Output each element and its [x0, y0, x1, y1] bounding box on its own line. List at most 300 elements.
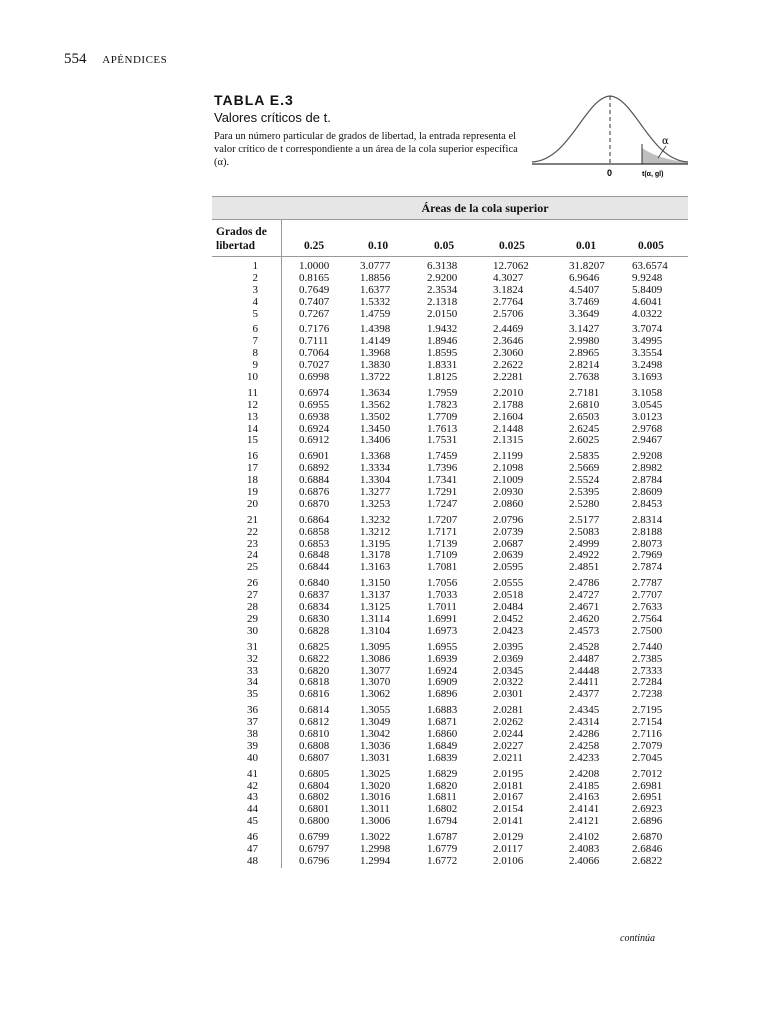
- value-cell: 2.0555: [493, 577, 524, 590]
- value-cell: 1.3137: [360, 589, 391, 602]
- value-cell: 1.7081: [427, 561, 458, 574]
- value-cell: 2.0484: [493, 601, 524, 614]
- df-cell: 6: [252, 323, 258, 336]
- value-cell: 0.7027: [299, 359, 330, 372]
- table-row: [212, 753, 688, 765]
- table-subtitle: Valores críticos de t.: [214, 110, 331, 125]
- row-group: [212, 574, 688, 637]
- df-cell: 44: [247, 803, 258, 816]
- col-header: 0.05: [434, 240, 455, 252]
- value-cell: 1.7207: [427, 513, 458, 526]
- value-cell: 1.6787: [427, 831, 458, 844]
- table-row: [212, 388, 688, 400]
- df-cell: 16: [247, 450, 258, 463]
- col-header: 0.25: [304, 240, 325, 252]
- value-cell: 1.8125: [427, 371, 458, 384]
- value-cell: 2.8982: [632, 462, 663, 475]
- value-cell: 1.0000: [299, 260, 330, 272]
- value-cell: 2.4851: [569, 561, 600, 574]
- value-cell: 2.4314: [569, 716, 600, 729]
- value-cell: 1.3722: [360, 371, 391, 384]
- value-cell: 2.0227: [493, 739, 524, 752]
- value-cell: 2.1448: [493, 422, 524, 435]
- value-cell: 3.0777: [360, 260, 391, 272]
- value-cell: 2.4208: [569, 767, 600, 780]
- value-cell: 1.3830: [360, 359, 391, 372]
- col-header: 0.025: [499, 240, 525, 252]
- value-cell: 1.3062: [360, 688, 391, 701]
- df-cell: 36: [247, 704, 258, 717]
- value-cell: 63.6574: [632, 260, 668, 272]
- value-cell: 2.6870: [632, 831, 663, 844]
- value-cell: 0.6800: [299, 815, 330, 828]
- value-cell: 2.5395: [569, 486, 600, 499]
- df-cell: 26: [247, 577, 258, 590]
- value-cell: 1.3406: [360, 434, 391, 447]
- value-cell: 2.0262: [493, 716, 524, 729]
- value-cell: 2.3060: [493, 347, 524, 360]
- value-cell: 2.0796: [493, 513, 524, 526]
- value-cell: 2.0106: [493, 854, 524, 867]
- value-cell: 2.0117: [493, 842, 523, 855]
- value-cell: 2.5706: [493, 307, 524, 320]
- value-cell: 1.6802: [427, 803, 458, 816]
- value-cell: 1.3114: [360, 612, 390, 625]
- df-cell: 9: [252, 359, 258, 372]
- value-cell: 1.6811: [427, 791, 457, 804]
- value-cell: 1.3016: [360, 791, 391, 804]
- value-cell: 2.4083: [569, 842, 600, 855]
- df-cell: 14: [247, 422, 258, 435]
- row-group: [212, 765, 688, 828]
- value-cell: 2.9208: [632, 450, 663, 463]
- df-cell: 23: [247, 537, 258, 550]
- value-cell: 4.0322: [632, 307, 663, 320]
- value-cell: 0.6870: [299, 497, 330, 510]
- value-cell: 0.6830: [299, 612, 330, 625]
- value-cell: 1.3006: [360, 815, 391, 828]
- value-cell: 2.7787: [632, 577, 663, 590]
- value-cell: 0.7267: [299, 307, 330, 320]
- table-row: [212, 515, 688, 527]
- value-cell: 0.6828: [299, 624, 330, 637]
- value-cell: 2.7238: [632, 688, 663, 701]
- value-cell: 1.7171: [427, 525, 458, 538]
- df-cell: 30: [247, 624, 258, 637]
- value-cell: 1.3125: [360, 601, 391, 614]
- value-cell: 2.9768: [632, 422, 663, 435]
- value-cell: 2.7633: [632, 601, 663, 614]
- row-group: [212, 320, 688, 383]
- value-cell: 2.6810: [569, 398, 600, 411]
- value-cell: 1.3968: [360, 347, 391, 360]
- value-cell: 3.1824: [493, 283, 524, 296]
- value-cell: 6.9646: [569, 271, 600, 284]
- df-cell: 22: [247, 525, 258, 538]
- table-row: [212, 689, 688, 701]
- value-cell: 0.6796: [299, 854, 330, 867]
- value-cell: 1.6991: [427, 612, 458, 625]
- value-cell: 0.6802: [299, 791, 330, 804]
- value-cell: 1.7011: [427, 601, 457, 614]
- value-cell: 1.7396: [427, 462, 458, 475]
- value-cell: 2.5177: [569, 513, 600, 526]
- value-cell: 3.0123: [632, 410, 663, 423]
- value-cell: 0.7649: [299, 283, 330, 296]
- value-cell: 12.7062: [493, 260, 529, 272]
- value-cell: 2.4185: [569, 779, 600, 792]
- col-header: 0.005: [638, 240, 664, 252]
- table-row: [212, 499, 688, 511]
- value-cell: 2.4258: [569, 739, 600, 752]
- df-cell: 7: [252, 335, 258, 348]
- value-cell: 0.6822: [299, 652, 330, 665]
- value-cell: 2.4573: [569, 624, 600, 637]
- value-cell: 2.9980: [569, 335, 600, 348]
- value-cell: 3.7469: [569, 295, 600, 308]
- value-cell: 3.1058: [632, 386, 663, 399]
- continued-note: continúa: [620, 933, 655, 944]
- shaded-tail: [642, 148, 688, 164]
- row-group: [212, 701, 688, 764]
- value-cell: 2.7874: [632, 561, 663, 574]
- value-cell: 1.3502: [360, 410, 391, 423]
- df-cell: 42: [247, 779, 258, 792]
- value-cell: 0.6805: [299, 767, 330, 780]
- value-cell: 2.0930: [493, 486, 524, 499]
- df-cell: 28: [247, 601, 258, 614]
- value-cell: 2.2281: [493, 371, 524, 384]
- value-cell: 2.4345: [569, 704, 600, 717]
- df-cell: 2: [252, 271, 258, 284]
- value-cell: 2.5280: [569, 497, 600, 510]
- t-label: t(α, gl): [642, 171, 664, 178]
- value-cell: 2.4286: [569, 727, 600, 740]
- df-cell: 45: [247, 815, 258, 828]
- value-cell: 2.4163: [569, 791, 600, 804]
- value-cell: 1.3020: [360, 779, 391, 792]
- value-cell: 2.0181: [493, 779, 524, 792]
- value-cell: 1.3031: [360, 751, 391, 764]
- value-cell: 3.0545: [632, 398, 663, 411]
- value-cell: 1.6973: [427, 624, 458, 637]
- value-cell: 2.0195: [493, 767, 524, 780]
- value-cell: 1.3036: [360, 739, 391, 752]
- df-cell: 39: [247, 739, 258, 752]
- band-label: Áreas de la cola superior: [421, 201, 549, 215]
- value-cell: 3.7074: [632, 323, 663, 336]
- value-cell: 0.6853: [299, 537, 330, 550]
- df-cell: 12: [247, 398, 258, 411]
- value-cell: 1.3055: [360, 704, 391, 717]
- value-cell: 2.4066: [569, 854, 600, 867]
- t-distribution-figure: [530, 88, 690, 180]
- value-cell: 1.2994: [360, 854, 391, 867]
- section-title: APÉNDICES: [102, 54, 168, 66]
- value-cell: 0.7176: [299, 323, 330, 336]
- value-cell: 2.3534: [427, 283, 458, 296]
- value-cell: 2.2010: [493, 386, 524, 399]
- value-cell: 2.0244: [493, 727, 524, 740]
- row-group: [212, 384, 688, 447]
- value-cell: 2.4999: [569, 537, 600, 550]
- value-cell: 2.7969: [632, 549, 663, 562]
- value-cell: 1.3070: [360, 676, 391, 689]
- value-cell: 2.7079: [632, 739, 663, 752]
- value-cell: 1.6829: [427, 767, 458, 780]
- table-row: [212, 527, 688, 539]
- value-cell: 2.0860: [493, 497, 524, 510]
- value-cell: 1.8331: [427, 359, 458, 372]
- value-cell: 2.8965: [569, 347, 600, 360]
- df-cell: 32: [247, 652, 258, 665]
- value-cell: 1.6779: [427, 842, 458, 855]
- table-title: TABLA E.3: [214, 92, 294, 108]
- value-cell: 0.6797: [299, 842, 330, 855]
- value-cell: 0.6814: [299, 704, 330, 717]
- value-cell: 0.6924: [299, 422, 330, 435]
- value-cell: 2.4528: [569, 640, 600, 653]
- value-cell: 0.6810: [299, 727, 330, 740]
- value-cell: 2.8784: [632, 474, 663, 487]
- value-cell: 2.4102: [569, 831, 600, 844]
- value-cell: 2.0518: [493, 589, 524, 602]
- df-cell: 27: [247, 589, 258, 602]
- value-cell: 1.3253: [360, 497, 391, 510]
- value-cell: 2.0423: [493, 624, 524, 637]
- value-cell: 1.7109: [427, 549, 458, 562]
- df-cell: 10: [247, 371, 258, 384]
- value-cell: 1.6955: [427, 640, 458, 653]
- value-cell: 1.3277: [360, 486, 391, 499]
- value-cell: 0.6848: [299, 549, 330, 562]
- value-cell: 2.6245: [569, 422, 600, 435]
- value-cell: 2.5835: [569, 450, 600, 463]
- value-cell: 1.3304: [360, 474, 391, 487]
- value-cell: 2.6951: [632, 791, 663, 804]
- value-cell: 1.7531: [427, 434, 458, 447]
- value-cell: 0.6858: [299, 525, 330, 538]
- value-cell: 3.3554: [632, 347, 663, 360]
- value-cell: 2.6846: [632, 842, 663, 855]
- value-cell: 2.4448: [569, 664, 600, 677]
- value-cell: 2.5524: [569, 474, 600, 487]
- value-cell: 1.7341: [427, 474, 458, 487]
- value-cell: 2.6822: [632, 854, 663, 867]
- value-cell: 0.7407: [299, 295, 330, 308]
- value-cell: 1.4149: [360, 335, 391, 348]
- value-cell: 6.3138: [427, 260, 458, 272]
- value-cell: 0.6955: [299, 398, 330, 411]
- value-cell: 1.3368: [360, 450, 391, 463]
- page-number: 554: [64, 51, 87, 67]
- value-cell: 2.4487: [569, 652, 600, 665]
- value-cell: 2.7045: [632, 751, 663, 764]
- df-header-line2: libertad: [216, 240, 255, 252]
- value-cell: 0.6834: [299, 601, 330, 614]
- value-cell: 2.7333: [632, 664, 663, 677]
- table-row: [212, 412, 688, 424]
- df-cell: 24: [247, 549, 258, 562]
- value-cell: 2.6981: [632, 779, 663, 792]
- value-cell: 2.0595: [493, 561, 524, 574]
- df-cell: 37: [247, 716, 258, 729]
- value-cell: 0.6820: [299, 664, 330, 677]
- value-cell: 0.6837: [299, 589, 330, 602]
- value-cell: 2.8214: [569, 359, 600, 372]
- page-header: [64, 51, 167, 68]
- value-cell: 4.6041: [632, 295, 663, 308]
- value-cell: 9.9248: [632, 271, 663, 284]
- value-cell: 2.0281: [493, 704, 524, 717]
- value-cell: 2.7440: [632, 640, 663, 653]
- value-cell: 2.6923: [632, 803, 663, 816]
- value-cell: 1.3025: [360, 767, 391, 780]
- value-cell: 0.6818: [299, 676, 330, 689]
- value-cell: 1.3011: [360, 803, 390, 816]
- value-cell: 2.0167: [493, 791, 524, 804]
- table-row: [212, 654, 688, 666]
- value-cell: 2.7500: [632, 624, 663, 637]
- col-header: 0.01: [576, 240, 597, 252]
- value-cell: 2.0322: [493, 676, 524, 689]
- df-cell: 21: [247, 513, 258, 526]
- value-cell: 5.8409: [632, 283, 663, 296]
- value-cell: 0.6812: [299, 716, 330, 729]
- value-cell: 1.7247: [427, 497, 458, 510]
- value-cell: 2.7284: [632, 676, 663, 689]
- table-row: [212, 309, 688, 321]
- value-cell: 2.5669: [569, 462, 600, 475]
- value-cell: 1.3150: [360, 577, 391, 590]
- table-row: [212, 400, 688, 412]
- value-cell: 1.6896: [427, 688, 458, 701]
- value-cell: 1.6939: [427, 652, 458, 665]
- value-cell: 2.0452: [493, 612, 524, 625]
- value-cell: 2.4786: [569, 577, 600, 590]
- table-row: [212, 372, 688, 384]
- df-cell: 31: [247, 640, 258, 653]
- value-cell: 2.6025: [569, 434, 600, 447]
- value-cell: 1.3178: [360, 549, 391, 562]
- df-cell: 29: [247, 612, 258, 625]
- value-cell: 1.7056: [427, 577, 458, 590]
- df-cell: 38: [247, 727, 258, 740]
- value-cell: 1.7959: [427, 386, 458, 399]
- df-cell: 40: [247, 751, 258, 764]
- value-cell: 1.3049: [360, 716, 391, 729]
- df-cell: 13: [247, 410, 258, 423]
- value-cell: 2.8188: [632, 525, 663, 538]
- value-cell: 3.1427: [569, 323, 600, 336]
- value-cell: 1.3022: [360, 831, 391, 844]
- value-cell: 1.6772: [427, 854, 458, 867]
- table-row: [212, 435, 688, 447]
- value-cell: 1.6909: [427, 676, 458, 689]
- value-cell: 2.0129: [493, 831, 524, 844]
- df-cell: 34: [247, 676, 258, 689]
- value-cell: 1.6924: [427, 664, 458, 677]
- df-cell: 4: [252, 295, 258, 308]
- value-cell: 0.6901: [299, 450, 330, 463]
- value-cell: 1.3450: [360, 422, 391, 435]
- value-cell: 1.7033: [427, 589, 458, 602]
- value-cell: 2.1604: [493, 410, 524, 423]
- value-cell: 3.4995: [632, 335, 663, 348]
- col-header: 0.10: [368, 240, 389, 252]
- value-cell: 0.6807: [299, 751, 330, 764]
- value-cell: 1.9432: [427, 323, 458, 336]
- band-header: [212, 196, 688, 219]
- value-cell: 2.7707: [632, 589, 663, 602]
- value-cell: 2.1315: [493, 434, 524, 447]
- table-row: [212, 297, 688, 309]
- value-cell: 1.3212: [360, 525, 391, 538]
- value-cell: 2.3646: [493, 335, 524, 348]
- value-cell: 1.6839: [427, 751, 458, 764]
- value-cell: 2.7564: [632, 612, 663, 625]
- column-header-row: [212, 219, 688, 257]
- value-cell: 1.7823: [427, 398, 458, 411]
- df-cell: 15: [247, 434, 258, 447]
- value-cell: 1.3232: [360, 513, 391, 526]
- value-cell: 2.0345: [493, 664, 524, 677]
- value-cell: 0.6938: [299, 410, 330, 423]
- value-cell: 4.3027: [493, 271, 524, 284]
- value-cell: 1.6871: [427, 716, 458, 729]
- value-cell: 2.0739: [493, 525, 524, 538]
- value-cell: 1.7613: [427, 422, 458, 435]
- value-cell: 2.1318: [427, 295, 458, 308]
- value-cell: 3.3649: [569, 307, 600, 320]
- value-cell: 1.8595: [427, 347, 458, 360]
- value-cell: 2.4141: [569, 803, 600, 816]
- value-cell: 1.3042: [360, 727, 391, 740]
- value-cell: 1.3562: [360, 398, 391, 411]
- value-cell: 0.6844: [299, 561, 330, 574]
- value-cell: 2.5083: [569, 525, 600, 538]
- table-row: [212, 273, 688, 285]
- value-cell: 1.3334: [360, 462, 391, 475]
- value-cell: 3.2498: [632, 359, 663, 372]
- value-cell: 2.8073: [632, 537, 663, 550]
- df-cell: 1: [252, 260, 258, 272]
- value-cell: 0.6808: [299, 739, 330, 752]
- df-cell: 43: [247, 791, 258, 804]
- value-cell: 1.6860: [427, 727, 458, 740]
- value-cell: 2.7638: [569, 371, 600, 384]
- value-cell: 1.7291: [427, 486, 458, 499]
- table-row: [212, 562, 688, 574]
- df-cell: 5: [252, 307, 258, 320]
- value-cell: 3.1693: [632, 371, 663, 384]
- value-cell: 1.2998: [360, 842, 391, 855]
- table-row: [212, 741, 688, 753]
- value-cell: 1.6849: [427, 739, 458, 752]
- value-cell: 0.6998: [299, 371, 330, 384]
- value-cell: 1.6794: [427, 815, 458, 828]
- value-cell: 2.4922: [569, 549, 600, 562]
- value-cell: 0.6816: [299, 688, 330, 701]
- row-group: [212, 257, 688, 320]
- value-cell: 2.8453: [632, 497, 663, 510]
- value-cell: 2.0369: [493, 652, 524, 665]
- value-cell: 0.8165: [299, 271, 330, 284]
- value-cell: 2.8314: [632, 513, 663, 526]
- table-row: [212, 642, 688, 654]
- df-cell: 25: [247, 561, 258, 574]
- table-row: [212, 816, 688, 828]
